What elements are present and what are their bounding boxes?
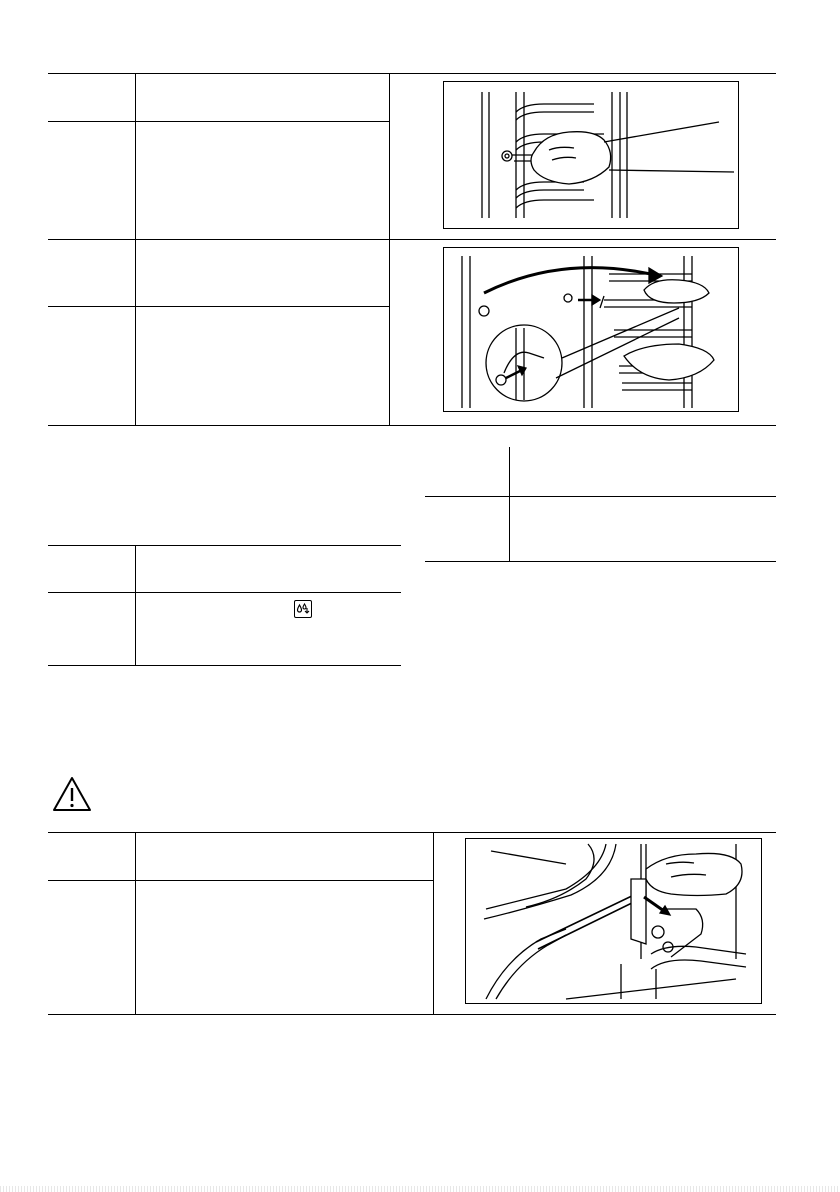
table-bottom-rule bbox=[48, 425, 776, 426]
page-bottom-edge bbox=[0, 1186, 840, 1192]
table-column-divider bbox=[135, 545, 136, 665]
table-column-divider bbox=[135, 73, 136, 425]
table-row-rule bbox=[425, 496, 776, 497]
table-bottom-rule bbox=[425, 561, 776, 562]
oven-shelf-support-removal-illustration bbox=[444, 82, 738, 228]
table-column-divider bbox=[509, 447, 510, 561]
table-top-rule bbox=[48, 832, 776, 833]
table-bottom-rule bbox=[48, 665, 401, 666]
table-row-rule bbox=[48, 121, 389, 122]
table-row-rule bbox=[48, 306, 389, 307]
table-top-rule bbox=[48, 73, 776, 74]
oven-door-hinge-screwdriver-illustration bbox=[466, 839, 761, 1003]
table-row-rule bbox=[48, 239, 776, 240]
shelf-support-install-figure bbox=[443, 247, 739, 412]
table-figure-divider bbox=[433, 832, 434, 1014]
oven-shelf-support-install-illustration bbox=[444, 248, 738, 411]
table-top-rule bbox=[48, 545, 401, 546]
table-row-rule bbox=[48, 880, 433, 881]
door-hinge-release-figure bbox=[465, 838, 762, 1004]
shelf-support-removal-figure bbox=[443, 81, 739, 229]
table-bottom-rule bbox=[48, 1014, 776, 1015]
water-drops-mode-icon bbox=[294, 600, 312, 618]
warning-triangle-icon bbox=[51, 775, 93, 813]
table-figure-divider bbox=[389, 73, 390, 425]
table-column-divider bbox=[135, 832, 136, 1014]
table-row-rule bbox=[48, 592, 401, 593]
